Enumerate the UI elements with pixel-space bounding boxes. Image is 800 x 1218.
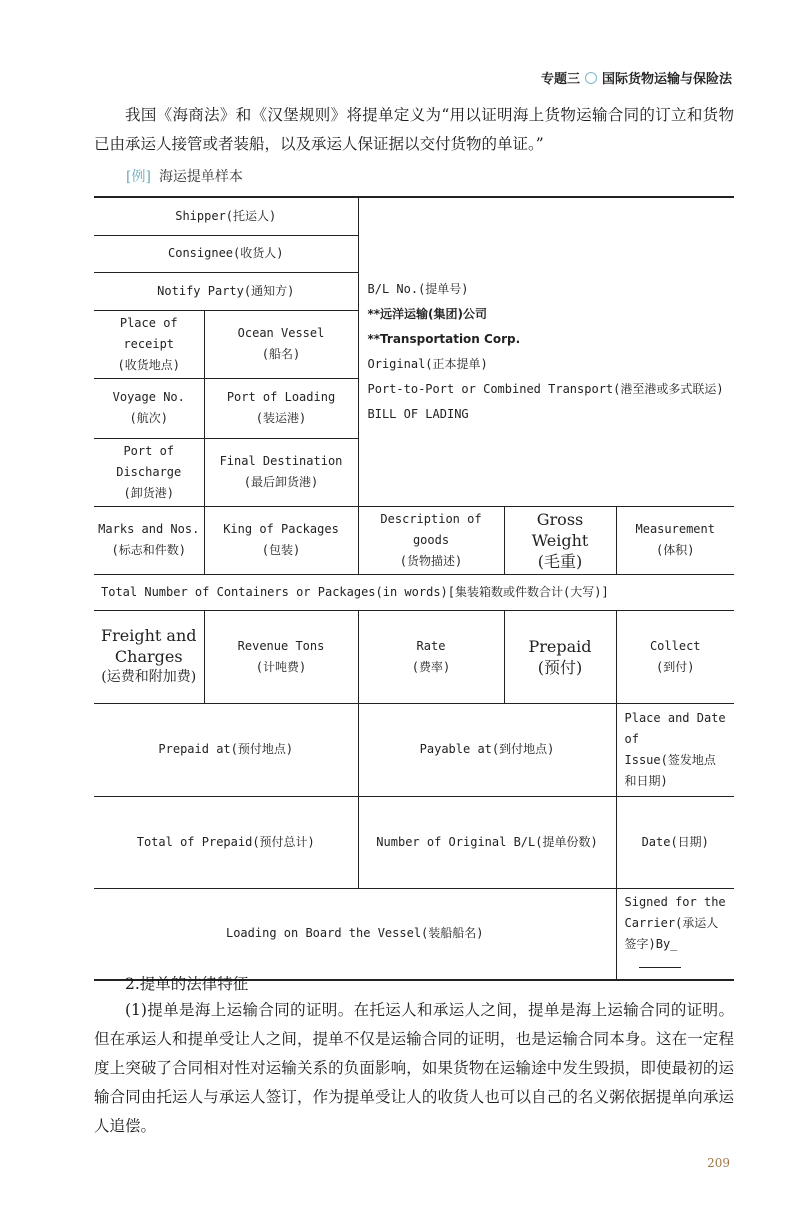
- carrier-block: [358, 197, 734, 506]
- section-title: 2.提单的法律特征: [125, 975, 249, 993]
- voyage-cell: Voyage No. (航次): [94, 378, 204, 438]
- shipper-cell: Shipper(托运人): [94, 197, 358, 235]
- gross-weight-cell: Gross Weight (毛重): [504, 506, 616, 574]
- freight-cell: Freight and Charges (运费和附加费): [94, 610, 204, 703]
- bl-number-label: B/L No.(提单号): [367, 281, 469, 296]
- notify-party-cell: Notify Party(通知方): [94, 272, 358, 310]
- place-of-receipt-cell: Place of receipt (收货地点): [94, 310, 204, 378]
- collect-cell: Collect (到付): [616, 610, 734, 703]
- original-label: Original(正本提单): [367, 356, 488, 371]
- signature-line: [639, 967, 681, 968]
- payable-at-cell: Payable at(到付地点): [358, 703, 616, 796]
- rate-cell: Rate (费率): [358, 610, 504, 703]
- description-cell: Description of goods (货物描述): [358, 506, 504, 574]
- signed-carrier-cell: Signed for the Carrier(承运人 签字)By_: [616, 888, 734, 980]
- revenue-tons-cell: Revenue Tons (计吨费): [204, 610, 358, 703]
- date-cell: Date(日期): [616, 796, 734, 888]
- running-header: [541, 68, 732, 87]
- intro-paragraph: 我国《海商法》和《汉堡规则》将提单定义为“用以证明海上货物运输合同的订立和货物已由承运人接管或者装船，以及承运人保证据以交付货物的单证。”: [94, 106, 734, 153]
- place-date-issue-cell: Place and Date of Issue(签发地点 和日期): [616, 703, 734, 796]
- circle-icon: [585, 72, 597, 84]
- port-of-loading-cell: Port of Loading (装运港): [204, 378, 358, 438]
- consignee-cell: Consignee(收货人): [94, 235, 358, 272]
- example-tag: [例]: [126, 169, 151, 185]
- port-of-discharge-cell: Port of Discharge (卸货港): [94, 438, 204, 506]
- total-prepaid-cell: Total of Prepaid(预付总计): [94, 796, 358, 888]
- body-paragraph: (1)提单是海上运输合同的证明。在托运人和承运人之间，提单是海上运输合同的证明。但在承运人和提单受让人之间，提单不仅是运输合同的证明，也是运输合同本身。这在一定程度上突破了合同相对性对运输关系的负面影响，如果货物在运输途中发生毁损，即使最初的运输合同由托运人与承运人签订，作为提单受让人的收货人也可以自己的名义粥依据提单向承运人追偿。: [94, 1001, 734, 1135]
- ocean-vessel-cell: Ocean Vessel (船名): [204, 310, 358, 378]
- company-name-en: **Transportation Corp.: [367, 331, 521, 346]
- header-prefix: 专题三: [540, 72, 580, 87]
- prepaid-cell: Prepaid (预付): [504, 610, 616, 703]
- company-name-cn: **远洋运输(集团)公司: [367, 306, 488, 321]
- loading-on-board-cell: Loading on Board the Vessel(装船船名): [94, 888, 616, 980]
- total-packages-row: Total Number of Containers or Packages(in words)[集装箱数或件数合计(大写)]: [94, 574, 734, 610]
- header-title: 国际货物运输与保险法: [601, 72, 732, 87]
- example-title: 海运提单样本: [158, 169, 243, 185]
- measurement-cell: Measurement (体积): [616, 506, 734, 574]
- packages-cell: King of Packages (包装): [204, 506, 358, 574]
- marks-cell: Marks and Nos. (标志和件数): [94, 506, 204, 574]
- bill-of-lading-table: [94, 196, 734, 981]
- bill-of-lading-label: BILL OF LADING: [367, 406, 469, 421]
- example-caption: [126, 166, 243, 186]
- number-original-cell: Number of Original B/L(提单份数): [358, 796, 616, 888]
- prepaid-at-cell: Prepaid at(预付地点): [94, 703, 358, 796]
- final-destination-cell: Final Destination (最后卸货港): [204, 438, 358, 506]
- transport-label: Port-to-Port or Combined Transport(港至港或多式联运): [367, 381, 724, 396]
- page-number: 209: [707, 1156, 730, 1170]
